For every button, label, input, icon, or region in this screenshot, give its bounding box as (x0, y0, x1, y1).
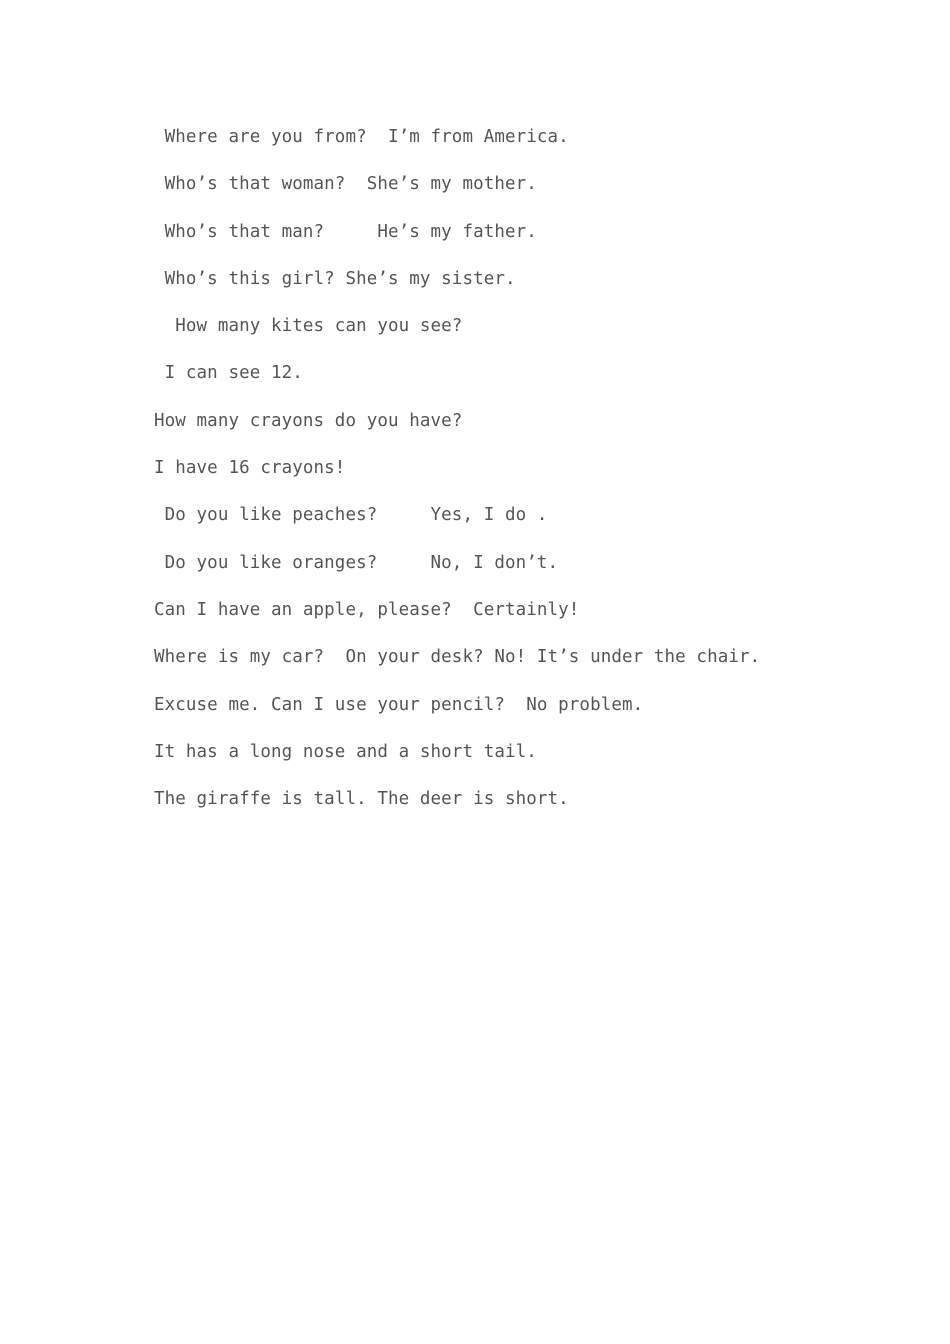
text-line: I can see 12. (154, 363, 303, 384)
text-line: I have 16 crayons! (154, 458, 346, 479)
text-line: Who’s this girl? She’s my sister. (154, 268, 516, 289)
text-lines (154, 120, 854, 829)
text-line: Where are you from? I’m from America. (154, 127, 569, 147)
text-line: How many crayons do you have? (154, 410, 463, 431)
text-line: Can I have an apple, please? Certainly! (154, 599, 580, 620)
text-line: Who’s that woman? She’s my mother. (154, 174, 537, 195)
text-line: It has a long nose and a short tail. (154, 741, 537, 762)
text-line: Excuse me. Can I use your pencil? No problem. (154, 694, 644, 715)
text-line: The giraffe is tall. The deer is short. (154, 789, 569, 810)
text-line: Where is my car? On your desk? No! It’s under the chair. (154, 647, 761, 668)
text-line: Do you like peaches? Yes, I do . (154, 505, 548, 526)
text-line: Who’s that man? He’s my father. (154, 221, 537, 242)
text-line: How many kites can you see? (154, 316, 463, 337)
text-line: Do you like oranges? No, I don’t. (154, 552, 559, 573)
